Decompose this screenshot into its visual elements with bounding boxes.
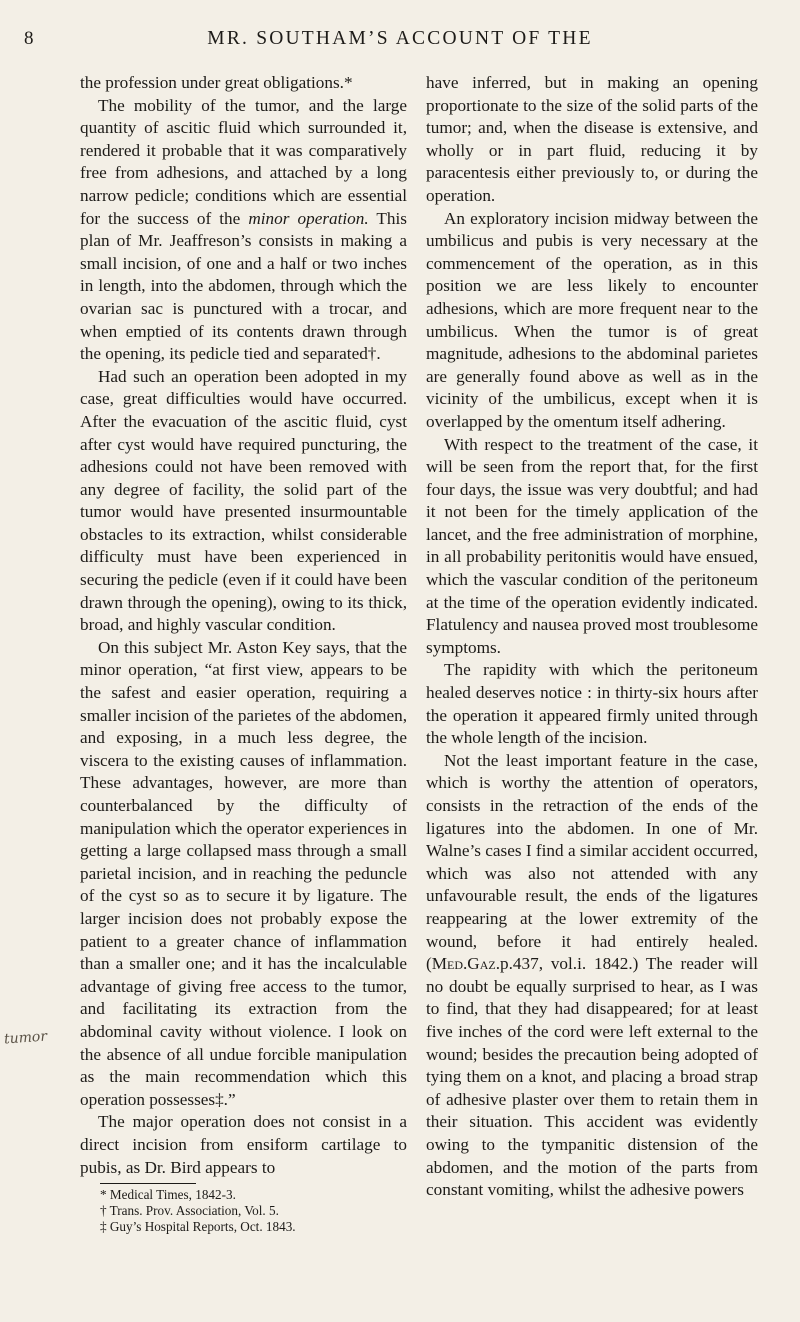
paragraph: The rapidity with which the peritoneum healed deserves notice : in thirty-six hours after the operation it appeared firmly united through the whole length of the incision. — [426, 660, 758, 748]
italic-term: minor operation. — [248, 208, 369, 228]
left-column — [80, 72, 407, 1235]
citation-journal: Med.Gaz. — [431, 954, 501, 974]
right-column — [426, 72, 758, 1202]
paragraph — [426, 750, 758, 1202]
running-head: MR. SOUTHAM’S ACCOUNT OF THE — [207, 28, 593, 49]
footnotes — [80, 1187, 407, 1235]
paragraph: the profession under great obligations.* — [80, 73, 353, 92]
page-number: 8 — [24, 28, 34, 49]
paragraph: Had such an operation been adopted in my case, great difficulties would have occurred. After the evacuation of the ascitic fluid, cyst after cyst would have required puncturing, the adhesions could not have been removed with any degree of facility, the solid part of the tumor would have presented insurmountable obstacles to its extraction, whilst considerable difficulty must have been experienced in securing the pedicle (even if it could have been drawn through the opening), owing to its thick, broad, and highly vascular condition. — [80, 366, 407, 635]
footnote-rule — [100, 1183, 196, 1184]
footnote: * Medical Times, 1842-3. — [100, 1187, 236, 1203]
paragraph: The major operation does not consist in a direct incision from ensiform cartilage to pubis, as Dr. Bird appears to — [80, 1112, 407, 1177]
footnote: ‡ Guy’s Hospital Reports, Oct. 1843. — [100, 1219, 296, 1235]
paragraph: have inferred, but in making an opening proportionate to the size of the solid parts of the tumor; and, when the disease is extensive, and wholly or in part fluid, reducing it by paracentesis either previously to, or during the operation. — [426, 73, 758, 205]
paragraph — [80, 95, 407, 366]
text-run: This plan of Mr. Jeaffreson’s consists in making a small incision, of one and a half or two inches in length, into the abdomen, through which the ovarian sac is punctured with a trocar, and when emptied of its contents drawn through the opening, its pedicle tied and separated†. — [80, 208, 407, 364]
page-header — [24, 8, 776, 48]
text-run: p.437, vol.i. 1842.) The reader will no doubt be equally surprised to hear, as I was to find, that they had disappeared; for at least five inches of the cord were left external to the wound; besides the precaution being adopted of tying them on a knot, and placing a broad strap of adhesive plaster over them to retain them in their situation. This accident was evidently owing to the tympanitic distension of the abdomen, and the motion of the parts from constant vomiting, whilst the adhesive powers — [426, 954, 758, 1200]
footnote: † Trans. Prov. Association, Vol. 5. — [100, 1203, 279, 1219]
handwritten-margin-note: tumor — [3, 1028, 48, 1048]
paragraph: With respect to the treatment of the case, it will be seen from the report that, for the first four days, the issue was very doubtful; and had it not been for the timely application of the lancet, and the free administration of morphine, in all probability peritonitis would have ensued, which the vascular condition of the peritoneum at the time of the operation evidently indicated. Flatulency and nausea proved most troublesome symptoms. — [426, 434, 758, 657]
paragraph: On this subject Mr. Aston Key says, that the minor operation, “at first view, appears to be the safest and easier operation, requiring a smaller incision of the parietes of the abdomen, and exposing, in a much less degree, the viscera to the existing causes of inflammation. These advantages, however, are more than counterbalanced by the difficulty of manipulation which the operator experiences in getting a large collapsed mass through a small parietal incision, and in reaching the peduncle of the cyst so as to secure it by ligature. The larger incision does not probably expose the patient to a greater chance of inflammation than a smaller one; and it has the incalculable advantage of giving free access to the tumor, and facilitating its extraction from the abdominal cavity without violence. I look on the absence of all undue forcible manipulation as the main recommendation which this operation possesses‡.” — [80, 637, 407, 1109]
paragraph: An exploratory incision midway between the umbilicus and pubis is very necessary at the commencement of the operation, as in this position we are less likely to encounter adhesions, which are more frequent near to the umbilicus. When the tumor is of great magnitude, adhesions to the abdominal parietes are generally found above as well as in the vicinity of the umbilicus, except when it is overlapped by the omentum itself adhering. — [426, 208, 758, 431]
text-run: Not the least important feature in the case, which is worthy the attention of operators, consists in the retraction of the ends of the ligatures into the abdomen. In one of Mr. Walne’s cases I find a similar accident occurred, which was also not attended with any unfavourable result, the ends of the ligatures reappearing at the lower extremity of the wound, before it had entirely healed. ( — [426, 750, 758, 974]
text-run: The mobility of the tumor, and the large quantity of ascitic fluid which surrounded it, rendered it probable that it was comparatively free from adhesions, and attached by a long narrow pedicle; conditions which are essential for the success of the — [80, 95, 407, 228]
